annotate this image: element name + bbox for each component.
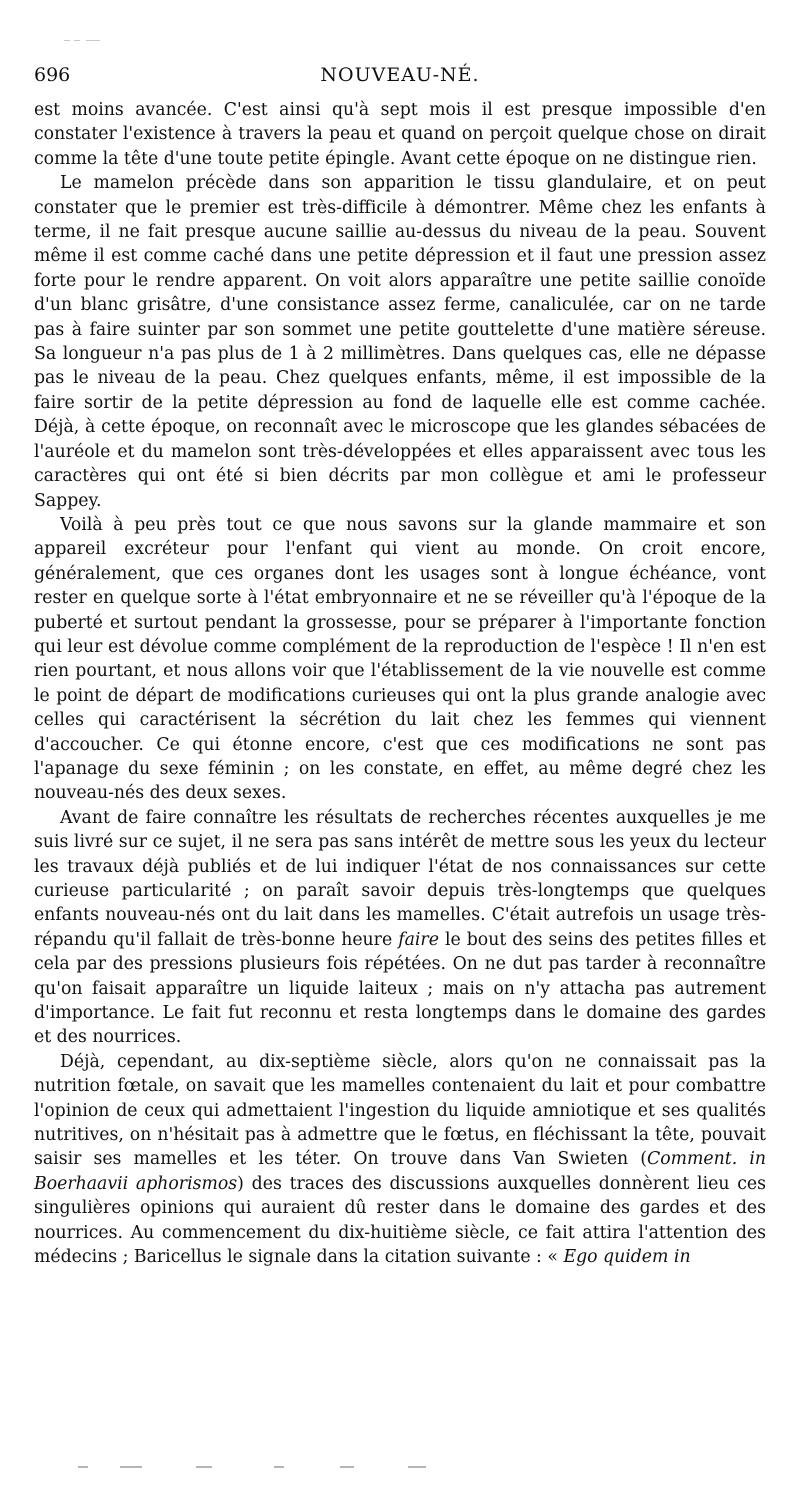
italic-latin-quote: Ego quidem in <box>563 1247 691 1268</box>
scan-artifact-bottom <box>78 1464 458 1470</box>
paragraph-1 <box>34 98 766 171</box>
paragraph-4 <box>34 806 766 1050</box>
paragraph-text: Voilà à peu près tout ce que nous savons sur la glande mammaire et son appareil excréteur pour l'enfant qui vient au monde. On croit encore, généralement, que ces organes dont les usages sont à longue échéance, vont rester en quelque sorte à l'état embryonnaire et ne se réveiller qu'à l'époque de la puberté et surtout pendant la grossesse, pour se préparer à l'importante fonction qui leur est dévolue comme complément de la reproduction de l'espèce ! Il n'en est rien pourtant, et nous allons voir que l'établissement de la vie nouvelle est comme le point de départ de modifications curieuses qui ont la plus grande analogie avec celles qui caractérisent la sécrétion du lait chez les femmes qui viennent d'accoucher. Ce qui étonne encore, c'est que ces modifications ne sont pas l'apanage du sexe féminin ; on les constate, en effet, au même degré chez les nouveau-nés des deux sexes. <box>34 514 766 804</box>
page-number: 696 <box>34 64 71 86</box>
paragraph-text: Le mamelon précède dans son apparition le tissu glandulaire, et on peut constater que le premier est très-difficile à démontrer. Même chez les enfants à terme, il ne fait presque aucune saillie au-dessus du niveau de la peau. Souvent même il est comme caché dans une petite dépression et il faut une pression assez forte pour le rendre apparent. On voit alors apparaître une petite saillie conoïde d'un blanc grisâtre, d'une consistance assez ferme, canaliculée, car on ne tarde pas à faire suinter par son sommet une petite gouttelette d'une matière séreuse. Sa longueur n'a pas plus de 1 à 2 millimètres. Dans quelques cas, elle ne dépasse pas le niveau de la peau. Chez quelques enfants, même, il est impossible de la faire sortir de la petite dépression au fond de laquelle elle est comme cachée. Déjà, à cette époque, on reconnaît avec le microscope que les glandes sébacées de l'auréole et du mamelon sont très-développées et elles apparaissent avec tous les caractères qui ont été si bien décrits par mon collègue et ami le professeur Sappey. <box>34 173 766 511</box>
running-title: NOUVEAU-NÉ. <box>320 64 480 86</box>
paragraph-text: le bout des seins des petites filles et cela par des pressions plusieurs fois répétées. On ne dut pas tarder à reconnaître qu'on faisait apparaître un liquide laiteux ; mais on n'y attacha pas autrement d'importance. Le fait fut reconnu et resta longtemps dans le domaine des gardes et des nourrices. <box>34 929 766 1048</box>
italic-term-faire: faire <box>398 929 439 950</box>
paragraph-text: ) des traces des discussions auxquelles donnèrent lieu ces singulières opinions qui auraient dû rester dans le domaine des gardes et des nourrices. Au commencement du dix-huitième siècle, ce fait attira l'attention des médecins ; Baricellus le signale dans la citation suivante : « <box>34 1173 767 1268</box>
paragraph-2 <box>34 171 766 513</box>
body-text <box>34 98 766 1270</box>
paragraph-text: Avant de faire connaître les résultats de recherches récentes auxquelles je me suis livré sur ce sujet, il ne sera pas sans intérêt de mettre sous les yeux du lecteur les travaux déjà publiés et de lui indiquer l'état de nos connaissances sur cette curieuse particularité ; on paraît savoir depuis très-longtemps que quelques enfants nouveau-nés ont du lait dans les mamelles. C'était autrefois un usage très-répandu qu'il fallait de très-bonne heure <box>34 807 766 950</box>
paragraph-text: est moins avancée. C'est ainsi qu'à sept mois il est presque impossible d'en constater l'existence à travers la peau et quand on perçoit quelque chose on dirait comme la tête d'une toute petite épingle. Avant cette époque on ne distingue rien. <box>34 100 766 169</box>
italic-citation-title: Comment. in Boerhaavii aphorismos <box>34 1149 766 1194</box>
book-page <box>34 62 766 1270</box>
paragraph-5 <box>34 1050 766 1270</box>
paragraph-text: Déjà, cependant, au dix-septième siècle, alors qu'on ne connaissait pas la nutrition fœtale, on savait que les mamelles contenaient du lait et pour combattre l'opinion de ceux qui admettaient l'ingestion du liquide amniotique et ses qualités nutritives, on n'hésitait pas à admettre que le fœtus, en fléchissant la tête, pouvait saisir ses mamelles et les téter. On trouve dans Van Swieten ( <box>34 1051 766 1170</box>
scan-artifact-top <box>64 38 104 44</box>
paragraph-3 <box>34 513 766 806</box>
page-header <box>34 62 766 88</box>
